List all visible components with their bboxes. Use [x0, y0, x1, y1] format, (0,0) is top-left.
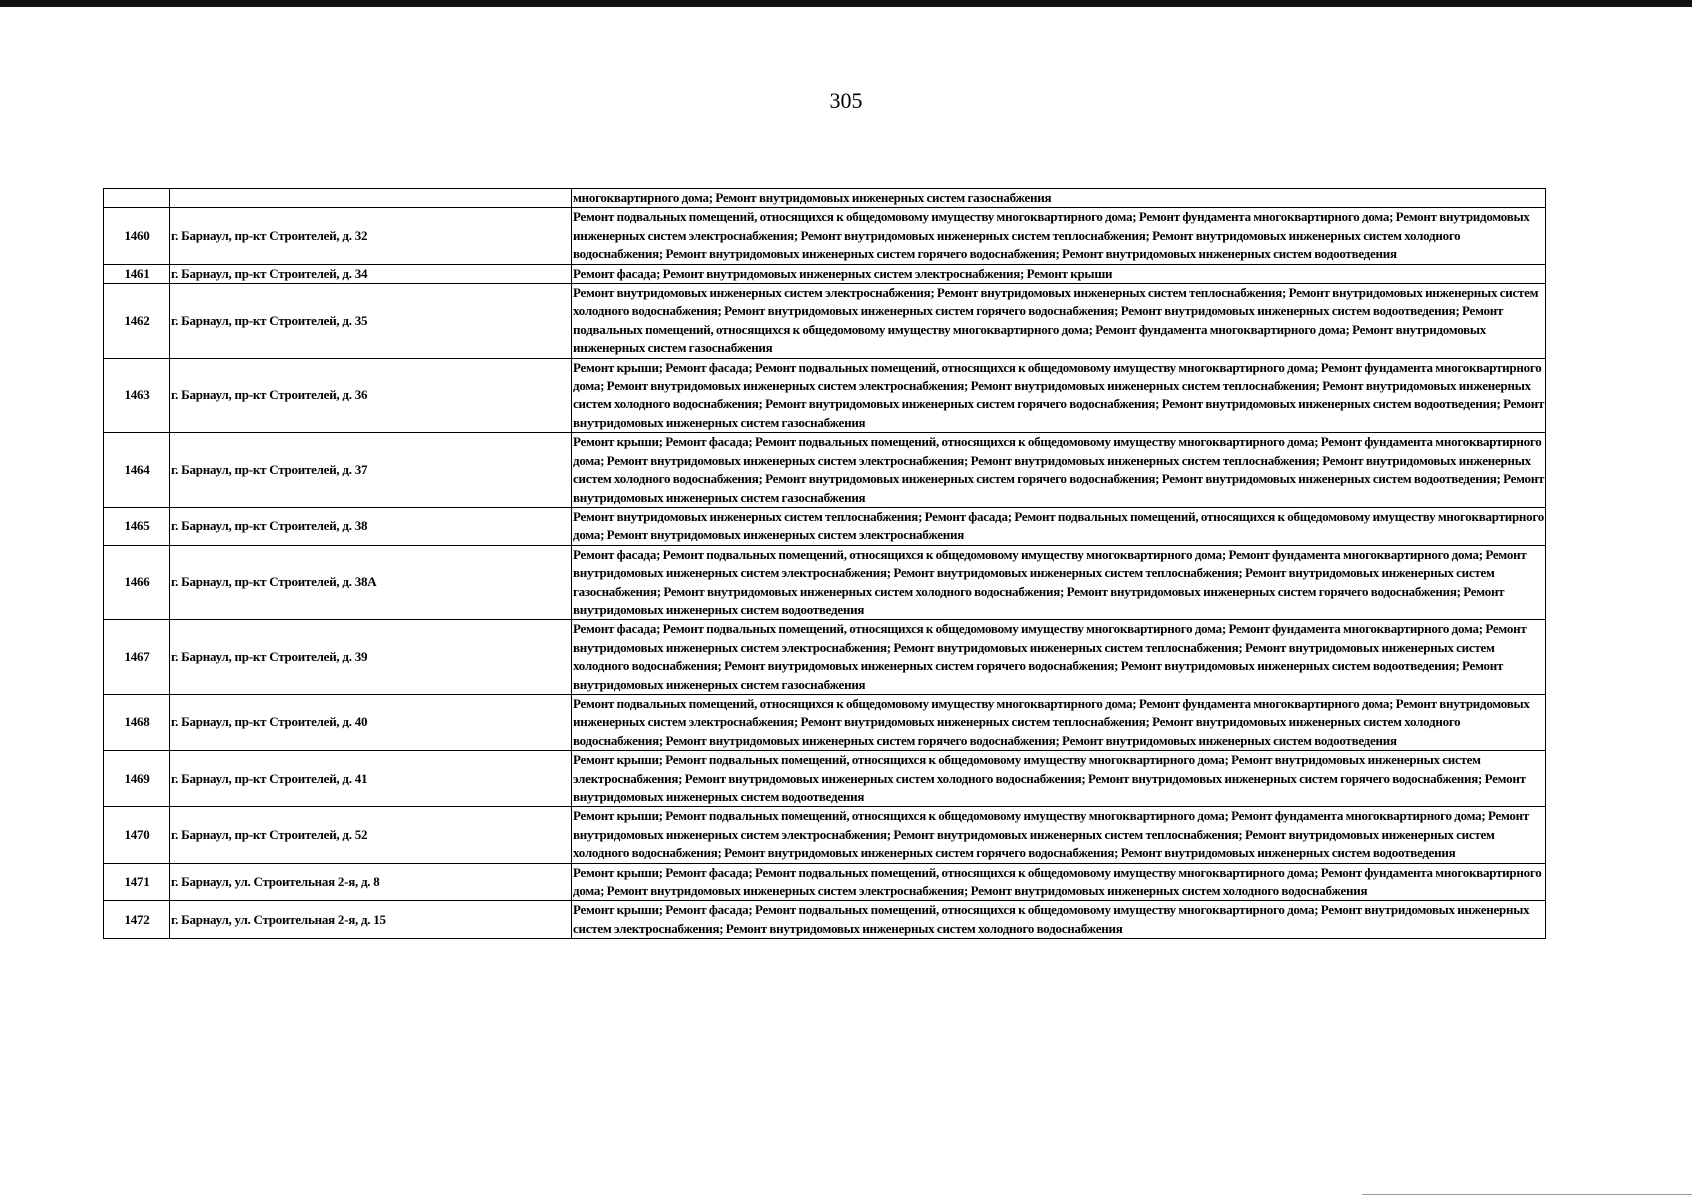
- row-address: г. Барнаул, ул. Строительная 2-я, д. 15: [170, 901, 572, 939]
- table-row: [104, 807, 1546, 863]
- table-row: [104, 545, 1546, 620]
- table-row: [104, 264, 1546, 283]
- row-number: 1462: [104, 284, 170, 359]
- row-number: 1471: [104, 863, 170, 901]
- row-works: Ремонт внутридомовых инженерных систем электроснабжения; Ремонт внутридомовых инженерных систем теплоснабжения; Ремонт внутридомовых инженерных систем холодного водоснабжения; Ремонт внутридомовых инженерных систем горячего водоснабжения; Ремонт внутридомовых инженерных систем водоотведения; Ремонт подвальных помещений, относящихся к общедомовому имуществу многоквартирного дома; Ремонт фундамента многоквартирного дома; Ремонт внутридомовых инженерных систем газоснабжения: [572, 284, 1546, 359]
- row-works: Ремонт крыши; Ремонт фасада; Ремонт подвальных помещений, относящихся к общедомовому имуществу многоквартирного дома; Ремонт фундамента многоквартирного дома; Ремонт внутридомовых инженерных систем электроснабжения; Ремонт внутридомовых инженерных систем теплоснабжения; Ремонт внутридомовых инженерных систем холодного водоснабжения; Ремонт внутридомовых инженерных систем горячего водоснабжения; Ремонт внутридомовых инженерных систем водоотведения; Ремонт внутридомовых инженерных систем газоснабжения: [572, 433, 1546, 508]
- row-works: Ремонт фасада; Ремонт подвальных помещений, относящихся к общедомовому имуществу многоквартирного дома; Ремонт фундамента многоквартирного дома; Ремонт внутридомовых инженерных систем электроснабжения; Ремонт внутридомовых инженерных систем теплоснабжения; Ремонт внутридомовых инженерных систем газоснабжения; Ремонт внутридомовых инженерных систем холодного водоснабжения; Ремонт внутридомовых инженерных систем горячего водоснабжения; Ремонт внутридомовых инженерных систем водоотведения: [572, 545, 1546, 620]
- row-number: 1466: [104, 545, 170, 620]
- table-row: [104, 694, 1546, 750]
- row-address: г. Барнаул, пр-кт Строителей, д. 38: [170, 507, 572, 545]
- table-row: [104, 901, 1546, 939]
- row-number: 1465: [104, 507, 170, 545]
- scan-edge-line: [1362, 1194, 1692, 1195]
- row-works: Ремонт крыши; Ремонт подвальных помещений, относящихся к общедомовому имуществу многоквартирного дома; Ремонт фундамента многоквартирного дома; Ремонт внутридомовых инженерных систем электроснабжения; Ремонт внутридомовых инженерных систем теплоснабжения; Ремонт внутридомовых инженерных систем холодного водоснабжения; Ремонт внутридомовых инженерных систем горячего водоснабжения; Ремонт внутридомовых инженерных систем водоотведения: [572, 807, 1546, 863]
- table-row: [104, 620, 1546, 695]
- row-address: г. Барнаул, пр-кт Строителей, д. 32: [170, 208, 572, 264]
- row-works: Ремонт крыши; Ремонт фасада; Ремонт подвальных помещений, относящихся к общедомовому имуществу многоквартирного дома; Ремонт внутридомовых инженерных систем электроснабжения; Ремонт внутридомовых инженерных систем холодного водоснабжения: [572, 901, 1546, 939]
- table-row: [104, 751, 1546, 807]
- row-address: г. Барнаул, пр-кт Строителей, д. 38А: [170, 545, 572, 620]
- row-address: г. Барнаул, пр-кт Строителей, д. 40: [170, 694, 572, 750]
- row-works: Ремонт крыши; Ремонт фасада; Ремонт подвальных помещений, относящихся к общедомовому имуществу многоквартирного дома; Ремонт фундамента многоквартирного дома; Ремонт внутридомовых инженерных систем электроснабжения; Ремонт внутридомовых инженерных систем теплоснабжения; Ремонт внутридомовых инженерных систем холодного водоснабжения; Ремонт внутридомовых инженерных систем горячего водоснабжения; Ремонт внутридомовых инженерных систем водоотведения; Ремонт внутридомовых инженерных систем газоснабжения: [572, 358, 1546, 433]
- page-number: 305: [829, 88, 863, 113]
- row-address: г. Барнаул, ул. Строительная 2-я, д. 8: [170, 863, 572, 901]
- scan-top-border: [0, 0, 1692, 7]
- row-number: [104, 189, 170, 208]
- table-row: [104, 358, 1546, 433]
- row-address: г. Барнаул, пр-кт Строителей, д. 52: [170, 807, 572, 863]
- row-number: 1467: [104, 620, 170, 695]
- row-works: Ремонт крыши; Ремонт фасада; Ремонт подвальных помещений, относящихся к общедомовому имуществу многоквартирного дома; Ремонт фундамента многоквартирного дома; Ремонт внутридомовых инженерных систем электроснабжения; Ремонт внутридомовых инженерных систем холодного водоснабжения: [572, 863, 1546, 901]
- row-address: г. Барнаул, пр-кт Строителей, д. 39: [170, 620, 572, 695]
- row-works: Ремонт внутридомовых инженерных систем теплоснабжения; Ремонт фасада; Ремонт подвальных помещений, относящихся к общедомовому имуществу многоквартирного дома; Ремонт внутридомовых инженерных систем электроснабжения: [572, 507, 1546, 545]
- row-works: Ремонт подвальных помещений, относящихся к общедомовому имуществу многоквартирного дома; Ремонт фундамента многоквартирного дома; Ремонт внутридомовых инженерных систем электроснабжения; Ремонт внутридомовых инженерных систем теплоснабжения; Ремонт внутридомовых инженерных систем холодного водоснабжения; Ремонт внутридомовых инженерных систем горячего водоснабжения; Ремонт внутридомовых инженерных систем водоотведения: [572, 694, 1546, 750]
- continuation-row: [104, 189, 1546, 208]
- table-row: [104, 433, 1546, 508]
- row-address: г. Барнаул, пр-кт Строителей, д. 41: [170, 751, 572, 807]
- row-address: г. Барнаул, пр-кт Строителей, д. 35: [170, 284, 572, 359]
- row-works: Ремонт фасада; Ремонт подвальных помещений, относящихся к общедомовому имуществу многоквартирного дома; Ремонт фундамента многоквартирного дома; Ремонт внутридомовых инженерных систем электроснабжения; Ремонт внутридомовых инженерных систем теплоснабжения; Ремонт внутридомовых инженерных систем холодного водоснабжения; Ремонт внутридомовых инженерных систем горячего водоснабжения; Ремонт внутридомовых инженерных систем водоотведения; Ремонт внутридомовых инженерных систем газоснабжения: [572, 620, 1546, 695]
- row-address: [170, 189, 572, 208]
- row-number: 1472: [104, 901, 170, 939]
- repair-register-table: [103, 188, 1546, 939]
- row-address: г. Барнаул, пр-кт Строителей, д. 36: [170, 358, 572, 433]
- row-number: 1461: [104, 264, 170, 283]
- row-works: Ремонт крыши; Ремонт подвальных помещений, относящихся к общедомовому имуществу многоквартирного дома; Ремонт внутридомовых инженерных систем электроснабжения; Ремонт внутридомовых инженерных систем холодного водоснабжения; Ремонт внутридомовых инженерных систем горячего водоснабжения; Ремонт внутридомовых инженерных систем водоотведения: [572, 751, 1546, 807]
- row-works: Ремонт фасада; Ремонт внутридомовых инженерных систем электроснабжения; Ремонт крыши: [572, 264, 1546, 283]
- row-address: г. Барнаул, пр-кт Строителей, д. 34: [170, 264, 572, 283]
- row-works: Ремонт подвальных помещений, относящихся к общедомовому имуществу многоквартирного дома; Ремонт фундамента многоквартирного дома; Ремонт внутридомовых инженерных систем электроснабжения; Ремонт внутридомовых инженерных систем теплоснабжения; Ремонт внутридомовых инженерных систем холодного водоснабжения; Ремонт внутридомовых инженерных систем горячего водоснабжения; Ремонт внутридомовых инженерных систем водоотведения: [572, 208, 1546, 264]
- table-body: [104, 189, 1546, 939]
- row-number: 1463: [104, 358, 170, 433]
- row-number: 1464: [104, 433, 170, 508]
- row-number: 1460: [104, 208, 170, 264]
- table-row: [104, 507, 1546, 545]
- row-number: 1468: [104, 694, 170, 750]
- row-works: многоквартирного дома; Ремонт внутридомовых инженерных систем газоснабжения: [572, 189, 1546, 208]
- row-number: 1469: [104, 751, 170, 807]
- row-number: 1470: [104, 807, 170, 863]
- table-row: [104, 208, 1546, 264]
- row-address: г. Барнаул, пр-кт Строителей, д. 37: [170, 433, 572, 508]
- table-row: [104, 284, 1546, 359]
- table-row: [104, 863, 1546, 901]
